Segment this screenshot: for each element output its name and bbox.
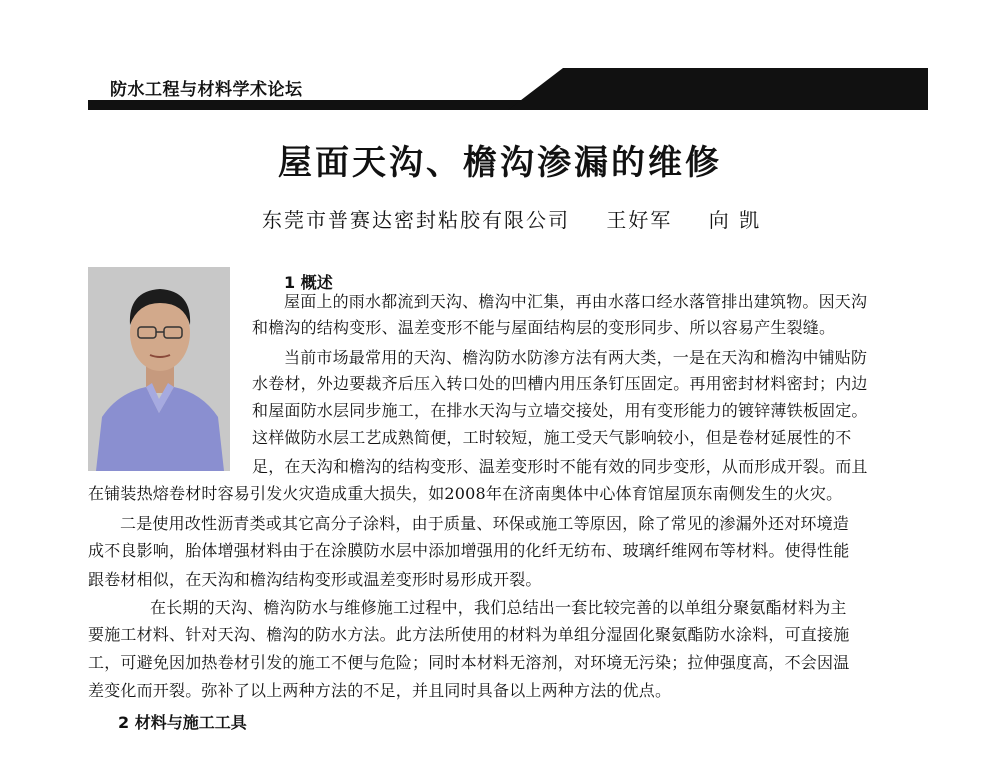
body-line: 这样做防水层工艺成熟简便，工时较短，施工受天气影响较小，但是卷材延展性的不 [252,428,852,447]
body-line: 足，在天沟和檐沟的结构变形、温差变形时不能有效的同步变形，从而形成开裂。而且 [252,457,868,476]
body-line: 二是使用改性沥青类或其它高分子涂料，由于质量、环保或施工等原因，除了常见的渗漏外还对环境造 [120,514,850,533]
body-line: 和屋面防水层同步施工，在排水天沟与立墙交接处，用有变形能力的镀锌薄铁板固定。 [252,401,868,420]
affiliation: 东莞市普赛达密封粘胶有限公司 [262,208,570,232]
body-line: 和檐沟的结构变形、温差变形不能与屋面结构层的变形同步、所以容易产生裂缝。 [252,318,836,337]
body-line: 差变化而开裂。弥补了以上两种方法的不足，并且同时具备以上两种方法的优点。 [88,681,672,700]
byline [262,204,789,233]
article-title: 屋面天沟、檐沟渗漏的维修 [278,143,722,183]
body-line: 水卷材，外边要裁齐后压入转口处的凹槽内用压条钉压固定。再用密封材料密封；内边 [252,374,868,393]
journal-name: 防水工程与材料学术论坛 [110,80,303,100]
body-line: 在长期的天沟、檐沟防水与维修施工过程中，我们总结出一套比较完善的以单组分聚氨酯材料为主 [150,598,847,617]
author-photo [88,267,230,471]
author-2: 向 凯 [708,208,762,232]
body-line: 跟卷材相似，在天沟和檐沟结构变形或温差变形时易形成开裂。 [88,570,542,589]
section-heading-2: 2 材料与施工工具 [118,713,247,732]
author-1: 王好军 [606,208,673,232]
section-heading-1: 1 概述 [284,273,333,292]
body-line: 屋面上的雨水都流到天沟、檐沟中汇集，再由水落口经水落管排出建筑物。因天沟 [284,292,868,311]
body-line: 当前市场最常用的天沟、檐沟防水防渗方法有两大类，一是在天沟和檐沟中铺贴防 [284,348,868,367]
body-line: 在铺装热熔卷材时容易引发火灾造成重大损失，如2008年在济南奥体中心体育馆屋顶东南侧发生的火灾。 [88,484,843,503]
body-line: 成不良影响，胎体增强材料由于在涂膜防水层中添加增强用的化纤无纺布、玻璃纤维网布等材料。使得性能 [88,541,850,560]
body-line: 工，可避免因加热卷材引发的施工不便与危险；同时本材料无溶剂，对环境无污染；拉伸强度高，不会因温 [88,653,850,672]
body-line: 要施工材料、针对天沟、檐沟的防水方法。此方法所使用的材料为单组分湿固化聚氨酯防水涂料，可直接施 [88,625,850,644]
